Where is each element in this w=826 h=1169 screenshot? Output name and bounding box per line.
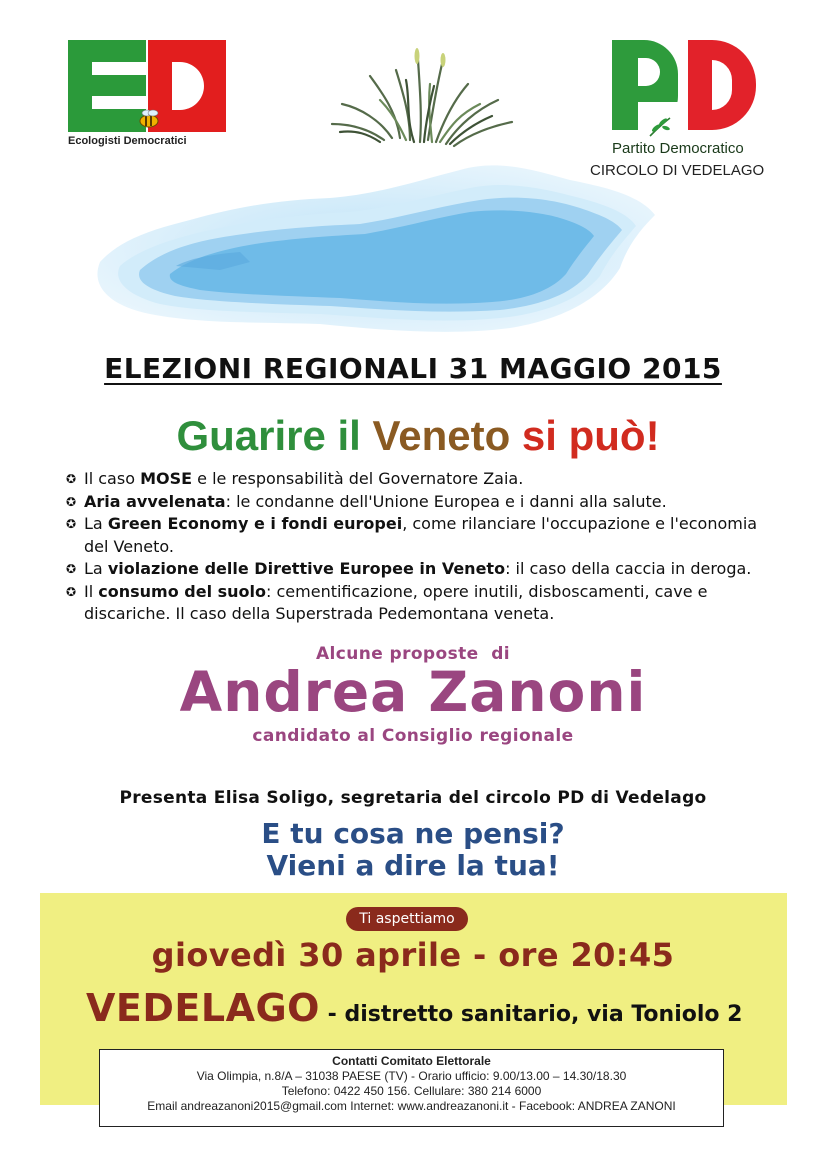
olive-branch-icon (646, 114, 674, 138)
list-item: ✪ Il consumo del suolo: cementificazione, opere inutili, disboscamenti, cave e discariche. Il caso della Superstrada Pedemontana veneta. (66, 581, 708, 623)
presenter-line: Presenta Elisa Soligo, segretaria del circolo PD di Vedelago (119, 788, 707, 808)
candidate-name: Andrea Zanoni (179, 660, 647, 724)
question (0, 818, 826, 882)
recycle-bullet-icon: ✪ (66, 472, 77, 486)
list-item: ✪ Aria avvelenata: le condanne dell'Unione Europea e i danni alla salute. (66, 491, 786, 514)
question-line-1: E tu cosa ne pensi? (261, 817, 565, 850)
recycle-bullet-icon: ✪ (66, 517, 77, 531)
slogan-part-3: si può! (521, 412, 660, 459)
event-place (86, 986, 742, 1030)
list-item: ✪ La violazione delle Direttive Europee in Veneto: il caso della caccia in deroga. (66, 558, 786, 581)
election-title-text: ELEZIONI REGIONALI 31 MAGGIO 2015 (104, 352, 722, 385)
ed-logo-caption: Ecologisti Democratici (68, 135, 187, 147)
topics-list (66, 468, 786, 626)
contacts-box (99, 1049, 724, 1127)
event-city: VEDELAGO (86, 986, 320, 1030)
candidate-role: candidato al Consiglio regionale (252, 726, 574, 746)
slogan-part-2: Veneto (372, 412, 522, 459)
contacts-address: Via Olimpia, n.8/A – 31038 PAESE (TV) - Orario ufficio: 9.00/13.00 – 14.30/18.30 (196, 1069, 627, 1083)
recycle-bullet-icon: ✪ (66, 562, 77, 576)
event-address: - distretto sanitario, via Toniolo 2 (320, 1002, 743, 1027)
lake-illustration (80, 30, 680, 350)
recycle-bullet-icon: ✪ (66, 494, 77, 509)
contacts-web: Email andreazanoni2015@gmail.com Internet: www.andreazanoni.it - Facebook: ANDREA ZANONI (147, 1099, 676, 1113)
pd-circle-name: CIRCOLO DI VEDELAGO (590, 162, 765, 179)
contacts-phone: Telefono: 0422 450 156. Cellulare: 380 214 6000 (281, 1084, 542, 1098)
question-line-2: Vieni a dire la tua! (266, 849, 560, 882)
slogan-part-1: Guarire il (176, 412, 373, 459)
contacts-title: Contatti Comitato Elettorale (332, 1054, 491, 1068)
list-item: ✪ La Green Economy e i fondi europei, come rilanciare l'occupazione e l'economia del Veneto. (66, 514, 758, 556)
list-item: ✪ Il caso MOSE e le responsabilità del Governatore Zaia. (66, 468, 786, 491)
slogan (0, 412, 826, 460)
event-pill: Ti aspettiamo (346, 907, 468, 931)
pd-logo (590, 40, 777, 185)
proposals-intro: Alcune proposte di (315, 644, 510, 664)
event-date: giovedì 30 aprile - ore 20:45 (151, 936, 675, 974)
recycle-bullet-icon: ✪ (66, 584, 77, 599)
pd-party-name: Partito Democratico (612, 140, 744, 157)
election-title (0, 352, 826, 385)
